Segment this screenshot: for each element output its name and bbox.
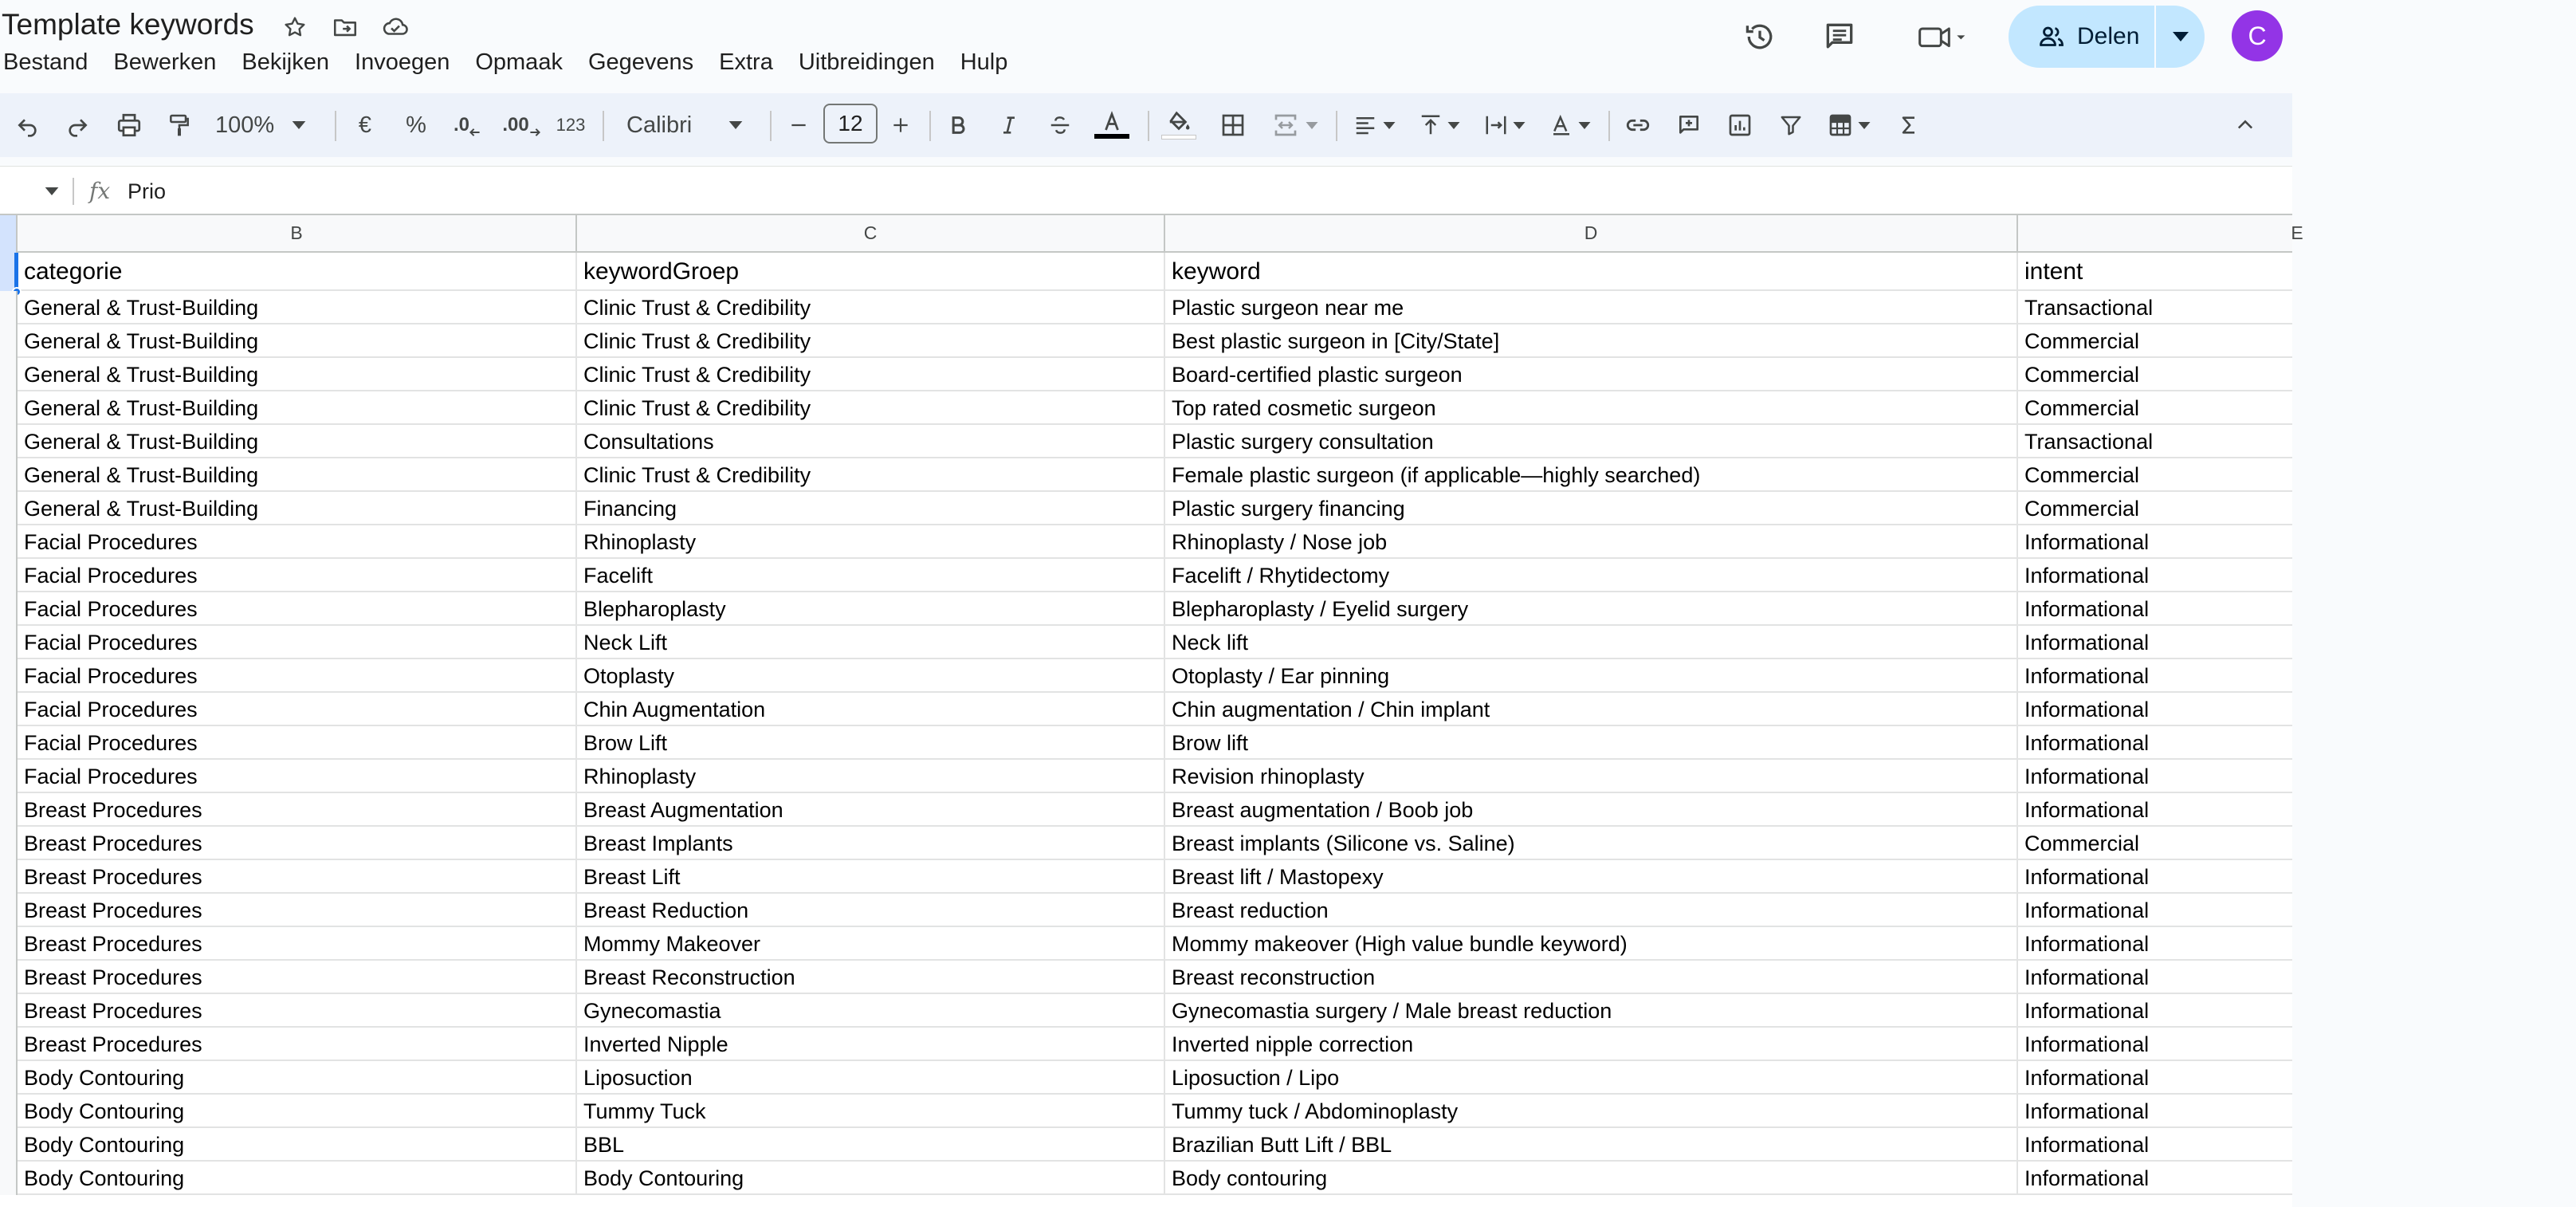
cell-categorie[interactable]: Facial Procedures xyxy=(18,559,577,592)
table-row xyxy=(0,1128,2292,1162)
text-color-button[interactable] xyxy=(1092,103,1132,147)
row-number[interactable] xyxy=(0,961,18,994)
cell-categorie[interactable]: General & Trust-Building xyxy=(18,324,577,358)
menu-opmaak[interactable]: Opmaak xyxy=(475,49,563,75)
cell-keyword[interactable]: Chin augmentation / Chin implant xyxy=(1165,693,2018,726)
zoom-value: 100% xyxy=(215,112,275,138)
caret-down-icon xyxy=(1578,122,1591,129)
cell-intent[interactable]: Informational xyxy=(2024,631,2150,655)
caret-down-icon xyxy=(45,187,59,195)
cell-keyword[interactable]: Blepharoplasty / Eyelid surgery xyxy=(1165,592,2018,626)
toolbar-divider xyxy=(1608,111,1610,141)
italic-icon[interactable] xyxy=(995,103,1023,147)
table-row xyxy=(0,1028,2292,1061)
cell-categorie[interactable]: Facial Procedures xyxy=(18,726,577,760)
text-color-swatch xyxy=(1094,134,1129,139)
toolbar-divider xyxy=(770,111,772,141)
cell-intent[interactable]: Informational xyxy=(2024,798,2150,822)
cell-categorie[interactable]: Body Contouring xyxy=(18,1162,577,1195)
decrease-decimals-button[interactable] xyxy=(448,103,486,147)
table-row xyxy=(0,492,2292,525)
table-row xyxy=(0,994,2292,1028)
cell-keyword[interactable]: Plastic surgeon near me xyxy=(1165,291,2018,324)
row-number[interactable] xyxy=(0,1061,18,1095)
font-size-input[interactable]: 12 xyxy=(823,104,878,144)
cell-keywordgroep[interactable]: Breast Reduction xyxy=(577,894,1165,927)
cell-keyword[interactable]: Plastic surgery consultation xyxy=(1165,425,2018,458)
table-row xyxy=(0,961,2292,994)
share-label: Delen xyxy=(2077,23,2140,49)
fill-color-button[interactable] xyxy=(1159,103,1199,147)
cell-categorie[interactable]: Breast Procedures xyxy=(18,860,577,894)
cell-categorie[interactable]: General & Trust-Building xyxy=(18,458,577,492)
font-value: Calibri xyxy=(626,112,693,138)
row-number[interactable] xyxy=(0,458,18,492)
cell-categorie[interactable]: Breast Procedures xyxy=(18,793,577,827)
cell-categorie[interactable]: General & Trust-Building xyxy=(18,358,577,391)
menu-uitbreidingen[interactable]: Uitbreidingen xyxy=(798,49,935,75)
cell-keyword[interactable]: Tummy tuck / Abdominoplasty xyxy=(1165,1095,2018,1128)
cell-keyword[interactable]: Plastic surgery financing xyxy=(1165,492,2018,525)
collapse-menus-icon[interactable] xyxy=(2228,103,2262,147)
toolbar xyxy=(0,93,2292,157)
select-all-corner[interactable] xyxy=(0,215,18,253)
cell-keyword[interactable]: Facelift / Rhytidectomy xyxy=(1165,559,2018,592)
row-number[interactable] xyxy=(0,994,18,1028)
cell-keywordgroep[interactable]: Clinic Trust & Credibility xyxy=(577,391,1165,425)
cell-keyword[interactable]: Revision rhinoplasty xyxy=(1165,760,2018,793)
cell-keyword[interactable]: Breast augmentation / Boob job xyxy=(1165,793,2018,827)
font-select[interactable] xyxy=(626,103,754,147)
cell-intent[interactable]: Informational xyxy=(2024,1032,2150,1056)
row-number[interactable] xyxy=(0,726,18,760)
cell-intent[interactable]: Transactional xyxy=(2024,296,2154,320)
table-row xyxy=(0,291,2292,324)
caret-down-icon xyxy=(2173,32,2189,41)
cell-categorie[interactable]: Facial Procedures xyxy=(18,626,577,659)
cell-keywordgroep[interactable]: Rhinoplasty xyxy=(577,760,1165,793)
table-row xyxy=(0,860,2292,894)
cell-keywordgroep[interactable]: BBL xyxy=(577,1128,1165,1162)
plus-icon xyxy=(890,115,911,136)
share-people-icon xyxy=(2037,22,2066,51)
table-row xyxy=(0,324,2292,358)
cell-keyword[interactable]: Neck lift xyxy=(1165,626,2018,659)
table-row xyxy=(0,1061,2292,1095)
share-main-button[interactable] xyxy=(2009,6,2154,68)
row-number[interactable] xyxy=(0,525,18,559)
cell-keywordgroep[interactable]: Chin Augmentation xyxy=(577,693,1165,726)
bold-icon[interactable] xyxy=(944,103,972,147)
row-number[interactable] xyxy=(0,391,18,425)
table-row xyxy=(0,358,2292,391)
cell-keywordgroep[interactable]: Breast Implants xyxy=(577,827,1165,860)
cell-keywordgroep[interactable]: Otoplasty xyxy=(577,659,1165,693)
row-number[interactable] xyxy=(0,927,18,961)
text-rotation-button[interactable] xyxy=(1545,103,1596,147)
menu-bestand[interactable]: Bestand xyxy=(3,49,88,75)
cell-keyword[interactable]: Top rated cosmetic surgeon xyxy=(1165,391,2018,425)
cell-categorie[interactable]: Facial Procedures xyxy=(18,525,577,559)
cell-keywordgroep[interactable]: Clinic Trust & Credibility xyxy=(577,358,1165,391)
table-row xyxy=(0,1162,2292,1195)
formula-bar xyxy=(0,166,2292,215)
row-number[interactable] xyxy=(0,793,18,827)
cell-categorie[interactable]: General & Trust-Building xyxy=(18,391,577,425)
cell-intent[interactable]: Informational xyxy=(2024,731,2150,755)
cell-intent[interactable]: Informational xyxy=(2024,965,2150,989)
cell-categorie[interactable]: General & Trust-Building xyxy=(18,425,577,458)
cell-keywordgroep[interactable]: Facelift xyxy=(577,559,1165,592)
cell-categorie[interactable]: Breast Procedures xyxy=(18,894,577,927)
cell-intent[interactable]: Informational xyxy=(2024,597,2150,621)
cell-keywordgroep[interactable]: Breast Lift xyxy=(577,860,1165,894)
cell-categorie[interactable]: General & Trust-Building xyxy=(18,492,577,525)
cell-keywordgroep[interactable]: Brow Lift xyxy=(577,726,1165,760)
cell-keyword[interactable]: Best plastic surgeon in [City/State] xyxy=(1165,324,2018,358)
table-row xyxy=(0,894,2292,927)
table-row xyxy=(0,793,2292,827)
print-icon[interactable] xyxy=(112,103,147,147)
cell-intent[interactable]: Informational xyxy=(2024,932,2150,956)
cell-keywordgroep[interactable]: Clinic Trust & Credibility xyxy=(577,324,1165,358)
increase-decimals-label: .00 xyxy=(502,114,529,136)
row-number[interactable] xyxy=(0,1095,18,1128)
header-cell-intent[interactable]: intent xyxy=(2024,258,2083,285)
version-history-icon[interactable] xyxy=(1738,14,1782,59)
row-number[interactable] xyxy=(0,1028,18,1061)
cell-keyword[interactable]: Inverted nipple correction xyxy=(1165,1028,2018,1061)
table-row xyxy=(0,659,2292,693)
menu-hulp[interactable]: Hulp xyxy=(960,49,1008,75)
table-row xyxy=(0,559,2292,592)
menu-extra[interactable]: Extra xyxy=(719,49,773,75)
caret-down-icon xyxy=(1383,122,1396,129)
number-format-label: 123 xyxy=(556,115,586,135)
cell-intent[interactable]: Informational xyxy=(2024,765,2150,788)
table-row xyxy=(0,927,2292,961)
cell-categorie[interactable]: Facial Procedures xyxy=(18,693,577,726)
menu-invoegen[interactable]: Invoegen xyxy=(355,49,450,75)
increase-decimals-button[interactable] xyxy=(499,103,544,147)
cell-categorie[interactable]: Body Contouring xyxy=(18,1061,577,1095)
cell-intent[interactable]: Commercial xyxy=(2024,497,2140,521)
document-title[interactable]: Template keywords xyxy=(2,8,254,41)
menu-bar xyxy=(3,46,1033,78)
caret-down-icon xyxy=(1858,122,1871,129)
cell-keyword[interactable]: Liposuction / Lipo xyxy=(1165,1061,2018,1095)
cell-intent[interactable]: Informational xyxy=(2024,1166,2150,1190)
cell-keyword[interactable]: Mommy makeover (High value bundle keyword) xyxy=(1165,927,2018,961)
cell-keyword[interactable]: Breast reconstruction xyxy=(1165,961,2018,994)
strikethrough-icon[interactable] xyxy=(1046,103,1074,147)
cell-intent[interactable]: Informational xyxy=(2024,530,2150,554)
paint-format-icon[interactable] xyxy=(163,103,196,147)
cell-intent[interactable]: Informational xyxy=(2024,564,2150,588)
cell-categorie[interactable]: Breast Procedures xyxy=(18,994,577,1028)
cell-intent[interactable]: Commercial xyxy=(2024,463,2140,487)
formula-input[interactable]: Prio xyxy=(128,179,167,203)
cell-intent[interactable]: Commercial xyxy=(2024,363,2140,387)
minus-icon xyxy=(788,115,809,136)
row-number[interactable] xyxy=(0,894,18,927)
paint-bucket-icon xyxy=(1165,111,1192,133)
column-headers xyxy=(0,214,2303,253)
fx-icon: fx xyxy=(89,178,111,204)
rows xyxy=(0,253,2292,1195)
filter-views-button[interactable] xyxy=(1824,103,1875,147)
share-button[interactable] xyxy=(2009,6,2205,68)
toolbar-divider xyxy=(1148,111,1149,141)
cell-keywordgroep[interactable]: Breast Reconstruction xyxy=(577,961,1165,994)
cell-intent[interactable]: Informational xyxy=(2024,865,2150,889)
caret-down-icon xyxy=(1513,122,1526,129)
spreadsheet-grid[interactable] xyxy=(0,214,2303,1207)
merge-icon xyxy=(1272,112,1299,138)
align-top-icon xyxy=(1419,113,1443,137)
percent-format-button[interactable] xyxy=(402,103,430,147)
cell-intent[interactable]: Informational xyxy=(2024,1099,2150,1123)
caret-down-icon xyxy=(292,121,306,129)
table-header-row xyxy=(0,253,2292,291)
table-row xyxy=(0,626,2292,659)
cell-keyword[interactable]: Breast reduction xyxy=(1165,894,2018,927)
cell-intent[interactable]: Informational xyxy=(2024,664,2150,688)
account-avatar[interactable]: C xyxy=(2232,10,2283,61)
column-header-b[interactable]: B xyxy=(18,215,577,251)
cell-keyword[interactable]: Brow lift xyxy=(1165,726,2018,760)
decrease-decimals-label: .0 xyxy=(453,114,469,136)
cell-categorie[interactable]: Facial Procedures xyxy=(18,760,577,793)
table-row xyxy=(0,760,2292,793)
comments-icon[interactable] xyxy=(1817,14,1862,59)
row-number[interactable] xyxy=(0,693,18,726)
table-row xyxy=(0,458,2292,492)
row-number[interactable] xyxy=(0,324,18,358)
insert-link-icon[interactable] xyxy=(1621,103,1655,147)
row-number[interactable] xyxy=(0,592,18,626)
menu-bekijken[interactable]: Bekijken xyxy=(242,49,330,75)
vertical-align-button[interactable] xyxy=(1414,103,1465,147)
column-header-d[interactable]: D xyxy=(1165,215,2018,251)
arrow-left-icon xyxy=(469,127,481,138)
row-number[interactable] xyxy=(0,492,18,525)
table-row xyxy=(0,827,2292,860)
toolbar-divider xyxy=(335,111,336,141)
caret-down-icon xyxy=(728,121,743,129)
cell-categorie[interactable]: Breast Procedures xyxy=(18,961,577,994)
active-cell-indicator xyxy=(14,253,18,291)
table-row xyxy=(0,592,2292,626)
menu-bewerken[interactable]: Bewerken xyxy=(113,49,217,75)
menu-gegevens[interactable]: Gegevens xyxy=(587,49,694,75)
row-number[interactable] xyxy=(0,860,18,894)
toolbar-divider xyxy=(1336,111,1337,141)
horizontal-align-button[interactable] xyxy=(1349,103,1400,147)
cell-categorie[interactable]: Facial Procedures xyxy=(18,659,577,693)
cell-keywordgroep[interactable]: Inverted Nipple xyxy=(577,1028,1165,1061)
cell-keywordgroep[interactable]: Tummy Tuck xyxy=(577,1095,1165,1128)
cell-keyword[interactable]: Board-certified plastic surgeon xyxy=(1165,358,2018,391)
cell-keywordgroep[interactable]: Mommy Makeover xyxy=(577,927,1165,961)
cell-intent[interactable]: Commercial xyxy=(2024,832,2140,855)
table-row xyxy=(0,1095,2292,1128)
caret-down-icon xyxy=(1306,122,1318,129)
table-row xyxy=(0,693,2292,726)
arrow-right-icon xyxy=(529,127,540,138)
cell-categorie[interactable]: Facial Procedures xyxy=(18,592,577,626)
number-format-button[interactable] xyxy=(553,103,588,147)
cell-intent[interactable]: Informational xyxy=(2024,1133,2150,1157)
meet-icon[interactable] xyxy=(1906,14,1978,59)
row-number[interactable] xyxy=(0,1162,18,1195)
cell-keywordgroep[interactable]: Gynecomastia xyxy=(577,994,1165,1028)
row-number[interactable] xyxy=(0,626,18,659)
header-cell-categorie[interactable]: categorie xyxy=(18,253,577,291)
cell-intent[interactable]: Informational xyxy=(2024,898,2150,922)
currency-label: € xyxy=(358,112,372,138)
share-dropdown[interactable] xyxy=(2156,6,2205,68)
text-color-icon xyxy=(1100,112,1124,132)
text-overflow-icon xyxy=(1484,113,1508,137)
cell-intent[interactable]: Informational xyxy=(2024,999,2150,1023)
filter-icon[interactable] xyxy=(1774,103,1808,147)
cell-keywordgroep[interactable]: Neck Lift xyxy=(577,626,1165,659)
table-row xyxy=(0,726,2292,760)
row-number[interactable] xyxy=(0,827,18,860)
cell-intent[interactable]: Commercial xyxy=(2024,329,2140,353)
cell-keywordgroep[interactable]: Consultations xyxy=(577,425,1165,458)
cell-keywordgroep[interactable]: Liposuction xyxy=(577,1061,1165,1095)
fill-color-swatch xyxy=(1161,135,1196,140)
cell-keywordgroep[interactable]: Clinic Trust & Credibility xyxy=(577,458,1165,492)
text-wrapping-button[interactable] xyxy=(1479,103,1530,147)
cell-intent[interactable]: Informational xyxy=(2024,1066,2150,1090)
header-cell-keywordgroep[interactable]: keywordGroep xyxy=(577,253,1165,291)
increase-font-size-button[interactable] xyxy=(886,103,915,147)
table-view-icon xyxy=(1828,112,1853,138)
name-box[interactable] xyxy=(0,167,70,216)
cell-keywordgroep[interactable]: Financing xyxy=(577,492,1165,525)
caret-down-icon xyxy=(1447,122,1460,129)
app-header xyxy=(0,0,2292,84)
cloud-saved-icon[interactable] xyxy=(379,11,411,43)
row-number[interactable] xyxy=(0,1128,18,1162)
cell-categorie[interactable]: General & Trust-Building xyxy=(18,291,577,324)
insert-chart-icon[interactable] xyxy=(1723,103,1757,147)
column-header-c[interactable]: C xyxy=(577,215,1165,251)
cell-keyword[interactable]: Brazilian Butt Lift / BBL xyxy=(1165,1128,2018,1162)
table-row xyxy=(0,391,2292,425)
cell-keyword[interactable]: Female plastic surgeon (if applicable—highly searched) xyxy=(1165,458,2018,492)
row-number[interactable] xyxy=(0,559,18,592)
row-number[interactable] xyxy=(0,659,18,693)
zoom-select[interactable] xyxy=(215,103,319,147)
currency-format-button[interactable] xyxy=(351,103,379,147)
cell-keyword[interactable]: Breast lift / Mastopexy xyxy=(1165,860,2018,894)
cell-categorie[interactable]: Breast Procedures xyxy=(18,927,577,961)
cell-keywordgroep[interactable]: Body Contouring xyxy=(577,1162,1165,1195)
toolbar-divider xyxy=(603,111,604,141)
cell-keywordgroep[interactable]: Rhinoplasty xyxy=(577,525,1165,559)
row-number[interactable] xyxy=(0,358,18,391)
table-row xyxy=(0,425,2292,458)
merge-cells-button[interactable] xyxy=(1267,103,1323,147)
cell-intent[interactable]: Informational xyxy=(2024,698,2150,721)
row-number[interactable] xyxy=(0,425,18,458)
functions-icon[interactable] xyxy=(1892,103,1926,147)
header-cell-keyword[interactable]: keyword xyxy=(1165,253,2018,291)
cell-categorie[interactable]: Breast Procedures xyxy=(18,827,577,860)
cell-keyword[interactable]: Gynecomastia surgery / Male breast reduction xyxy=(1165,994,2018,1028)
row-number[interactable] xyxy=(0,760,18,793)
undo-icon[interactable] xyxy=(11,103,45,147)
cell-categorie[interactable]: Body Contouring xyxy=(18,1095,577,1128)
insert-comment-icon[interactable] xyxy=(1672,103,1706,147)
table-row xyxy=(0,525,2292,559)
cell-keyword[interactable]: Body contouring xyxy=(1165,1162,2018,1195)
decrease-font-size-button[interactable] xyxy=(784,103,813,147)
formula-divider xyxy=(73,178,74,205)
text-rotation-icon xyxy=(1549,113,1573,137)
cell-intent[interactable]: Transactional xyxy=(2024,430,2154,454)
cell-categorie[interactable]: Breast Procedures xyxy=(18,1028,577,1061)
star-icon[interactable] xyxy=(279,11,311,43)
cell-keywordgroep[interactable]: Clinic Trust & Credibility xyxy=(577,291,1165,324)
cell-keyword[interactable]: Rhinoplasty / Nose job xyxy=(1165,525,2018,559)
align-left-icon xyxy=(1353,113,1378,137)
percent-label: % xyxy=(406,112,426,138)
cell-keywordgroep[interactable]: Blepharoplasty xyxy=(577,592,1165,626)
column-header-e[interactable]: E xyxy=(2291,222,2303,243)
cell-keyword[interactable]: Breast implants (Silicone vs. Saline) xyxy=(1165,827,2018,860)
cell-keywordgroep[interactable]: Breast Augmentation xyxy=(577,793,1165,827)
move-folder-icon[interactable] xyxy=(329,11,361,43)
toolbar-divider xyxy=(929,111,931,141)
row-number[interactable] xyxy=(0,291,18,324)
redo-icon[interactable] xyxy=(61,103,94,147)
cell-intent[interactable]: Commercial xyxy=(2024,396,2140,420)
cell-categorie[interactable]: Body Contouring xyxy=(18,1128,577,1162)
cell-keyword[interactable]: Otoplasty / Ear pinning xyxy=(1165,659,2018,693)
borders-icon[interactable] xyxy=(1216,103,1250,147)
